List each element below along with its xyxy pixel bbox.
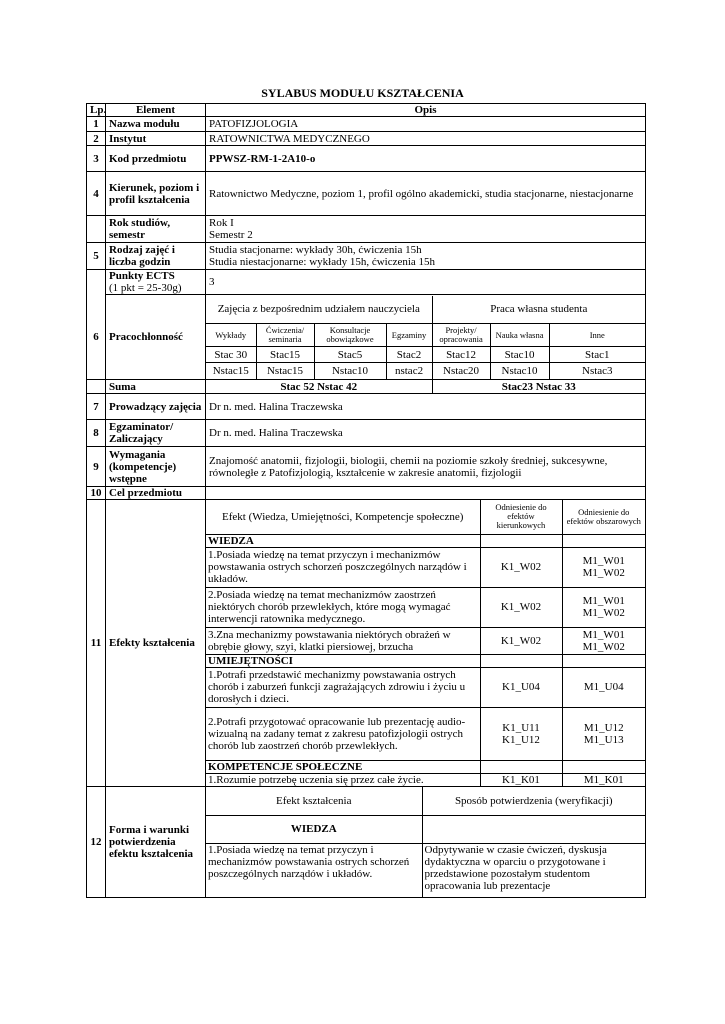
stac-value: Stac15 — [256, 347, 314, 363]
element-label: Kod przedmiotu — [106, 146, 206, 172]
row-punkty-ects — [87, 270, 646, 295]
kierunkowe-ref — [480, 707, 562, 760]
row-rodzaj-zajec — [87, 243, 646, 270]
efekt-text: 1.Rozumie potrzebę uczenia się przez całe życie. — [206, 773, 480, 786]
rok-line: Rok I — [209, 217, 234, 229]
efekt-text: 1.Potrafi przedstawić mechanizmy powstawania ostrych chorób i zaburzeń funkcji zagrażających zdrowiu i życiu u dorosłych i dzieci. — [206, 667, 480, 707]
lp-cell: 1 — [87, 117, 106, 132]
obszarowe-ref: M1_K01 — [562, 773, 645, 786]
row-wymagania — [87, 447, 646, 487]
kierunkowe-ref: K1_K01 — [480, 773, 562, 786]
obszarowe-ref-1: M1_U04 — [583, 681, 624, 693]
obszarowe-ref — [562, 627, 645, 654]
row-kod-przedmiotu — [87, 146, 646, 172]
efekty-table — [206, 500, 645, 786]
nstac-value: Nstac15 — [206, 363, 256, 379]
element-label: Wymagania (kompetencje) wstępne — [106, 447, 206, 487]
obszarowe-ref-1: M1_W01 — [582, 595, 625, 607]
row-instytut — [87, 132, 646, 146]
stacjonarne-line: Studia stacjonarne: wykłady 30h, ćwiczenia 15h — [209, 244, 422, 256]
lp-cell: 6 — [87, 295, 106, 380]
obszarowe-ref-2: M1_W02 — [582, 640, 625, 653]
lp-cell: 10 — [87, 487, 106, 500]
element-label: Egzaminator/ Zaliczający — [106, 420, 206, 447]
suma-direct: Stac 52 Nstac 42 — [206, 380, 432, 393]
element-label: Instytut — [106, 132, 206, 146]
row-suma — [87, 380, 646, 394]
kierunkowe-ref-2: K1_U12 — [502, 733, 540, 746]
stac-value: Stac5 — [314, 347, 386, 363]
group-self: Praca własna studenta — [432, 296, 645, 324]
lp-cell: 9 — [87, 447, 106, 487]
potwierdzenie-cell — [206, 787, 646, 898]
col-egzaminy: Egzaminy — [386, 324, 432, 347]
obszarowe-ref — [562, 707, 645, 760]
element-label — [106, 270, 206, 295]
header-opis: Opis — [206, 104, 646, 117]
lp-cell: 11 — [87, 500, 106, 787]
header-lp: Lp. — [87, 104, 106, 117]
kierunkowe-ref: K1_W02 — [480, 587, 562, 627]
niestacjonarne-line: Studia niestacjonarne: wykłady 15h, ćwiczenia 15h — [209, 256, 436, 268]
col-cwiczenia: Ćwiczenia/ seminaria — [256, 324, 314, 347]
opis-value: Dr n. med. Halina Traczewska — [206, 420, 646, 447]
efekt-text: 2.Posiada wiedzę na temat mechanizmów zaostrzeń niektórych chorób przewlekłych, które mogą wymagać interwencji ratownika medycznego. — [206, 587, 480, 627]
row-nazwa-modulu — [87, 117, 646, 132]
efekt-header: Efekt (Wiedza, Umiejętności, Kompetencje społeczne) — [206, 500, 480, 534]
obszarowe-ref-2: M1_W02 — [582, 567, 625, 579]
opis-value — [206, 243, 646, 270]
lp-cell: 7 — [87, 394, 106, 420]
row-kierunek — [87, 172, 646, 216]
obszarowe-ref-1: M1_W01 — [582, 555, 625, 567]
document-title: SYLABUS MODUŁU KSZTAŁCENIA — [261, 86, 464, 100]
suma-cell — [206, 380, 646, 394]
nstac-value: Nstac10 — [314, 363, 386, 379]
umiejetnosci-heading: UMIEJĘTNOŚCI — [206, 654, 480, 667]
efekty-cell — [206, 500, 646, 787]
row-egzaminator — [87, 420, 646, 447]
col-nauka: Nauka własna — [490, 324, 549, 347]
nstac-value: Nstac10 — [490, 363, 549, 379]
semestr-line: Semestr 2 — [209, 229, 253, 241]
suma-table — [206, 380, 645, 393]
wiedza-heading: WIEDZA — [206, 534, 480, 547]
efekt-text: 2.Potrafi przygotować opracowanie lub prezentację audio-wizualną na zadany temat z zakresu patofizjologii ostrych chorób lub zaostrzeń chorób przewlekłych. — [206, 707, 480, 760]
efekt-text: 3.Zna mechanizmy powstawania niektórych obrażeń w obrębie głowy, szyi, klatki piersiowej, brzucha — [206, 627, 480, 654]
opis-value: PATOFIZJOLOGIA — [206, 117, 646, 132]
lp-cell: 5 — [87, 243, 106, 270]
row-efekty-ksztalcenia — [87, 500, 646, 787]
row-forma-potwierdzenia — [87, 787, 646, 898]
lp-cell — [87, 216, 106, 243]
element-label: Cel przedmiotu — [106, 487, 206, 500]
col-projekty: Projekty/ opracowania — [432, 324, 490, 347]
col-wyklady: Wykłady — [206, 324, 256, 347]
row-pracochlonnosc — [87, 295, 646, 380]
lp-cell: 4 — [87, 172, 106, 216]
element-label: Rok studiów, semestr — [106, 216, 206, 243]
opis-value — [206, 216, 646, 243]
stac-value: Stac12 — [432, 347, 490, 363]
header-element: Element — [106, 104, 206, 117]
opis-value: Dr n. med. Halina Traczewska — [206, 394, 646, 420]
element-label: Pracochłonność — [106, 295, 206, 380]
efekt-ksztalcenia-header: Efekt kształcenia — [206, 787, 422, 815]
nstac-value: nstac2 — [386, 363, 432, 379]
suma-self: Stac23 Nstac 33 — [432, 380, 645, 393]
stac-value: Stac1 — [549, 347, 645, 363]
opis-value: RATOWNICTWA MEDYCZNEGO — [206, 132, 646, 146]
header-row — [87, 104, 646, 117]
obszarowe-ref-1: M1_W01 — [582, 628, 625, 641]
lp-cell — [87, 380, 106, 394]
nstac-value: Nstac3 — [549, 363, 645, 379]
lp-cell — [87, 270, 106, 295]
obszarowe-ref-1: M1_U12 — [583, 721, 624, 734]
opis-value: PPWSZ-RM-1-2A10-o — [206, 146, 646, 172]
kierunkowe-ref: K1_W02 — [480, 627, 562, 654]
obszarowe-header: Odniesienie do efektów obszarowych — [562, 500, 645, 534]
element-label: Prowadzący zajęcia — [106, 394, 206, 420]
stac-value: Stac10 — [490, 347, 549, 363]
row-rok-studiow — [87, 216, 646, 243]
opis-value: Ratownictwo Medyczne, poziom 1, profil ogólno akademicki, studia stacjonarne, niestacjonarne — [206, 172, 646, 216]
lp-cell: 8 — [87, 420, 106, 447]
nstac-value: Nstac15 — [256, 363, 314, 379]
opis-value: Znajomość anatomii, fizjologii, biologii, chemii na poziomie szkoły średniej, sukcesywne, równoległe z Patofizjologią, kształcenie w zakresie anatomii, fizjologii — [206, 447, 646, 487]
row-prowadzacy — [87, 394, 646, 420]
stac-value: Stac2 — [386, 347, 432, 363]
kierunkowe-ref-1: K1_U11 — [502, 721, 540, 734]
element-label: Suma — [106, 380, 206, 394]
efekt-text: 1.Posiada wiedzę na temat przyczyn i mechanizmów powstawania ostrych schorzeń poszczególnych narządów i układów. — [206, 547, 480, 587]
kierunkowe-header: Odniesienie do efektów kierunkowych — [480, 500, 562, 534]
kierunkowe-ref — [480, 667, 562, 707]
efekt-text: 1.Posiada wiedzę na temat przyczyn i mechanizmów powstawania ostrych schorzeń poszczególnych narządów i układów. — [206, 843, 422, 897]
col-konsultacje: Konsultacje obowiązkowe — [314, 324, 386, 347]
syllabus-table — [86, 103, 646, 898]
stac-value: Stac 30 — [206, 347, 256, 363]
lp-cell: 2 — [87, 132, 106, 146]
obszarowe-ref-2: M1_U13 — [583, 733, 624, 746]
element-label: Efekty kształcenia — [106, 500, 206, 787]
element-label: Rodzaj zajęć i liczba godzin — [106, 243, 206, 270]
obszarowe-ref — [562, 547, 645, 587]
opis-value — [206, 487, 646, 500]
obszarowe-ref — [562, 587, 645, 627]
ects-note: (1 pkt = 25-30g) — [109, 282, 182, 294]
potwierdzenie-table — [206, 787, 645, 897]
sposob-text: Odpytywanie w czasie ćwiczeń, dyskusja dydaktyczna w oparciu o przygotowane i przedstawione pozostałym studentom opracowania lub prezentacje — [422, 843, 645, 897]
obszarowe-ref — [562, 667, 645, 707]
kierunkowe-ref-1: K1_U04 — [502, 681, 540, 693]
element-label: Kierunek, poziom i profil kształcenia — [106, 172, 206, 216]
sposob-header: Sposób potwierdzenia (weryfikacji) — [422, 787, 645, 815]
kierunkowe-ref: K1_W02 — [480, 547, 562, 587]
workload-cell — [206, 295, 646, 380]
group-direct: Zajęcia z bezpośrednim udziałem nauczyciela — [206, 296, 432, 324]
obszarowe-ref-2: M1_W02 — [582, 607, 625, 619]
lp-cell: 12 — [87, 787, 106, 898]
row-cel-przedmiotu — [87, 487, 646, 500]
ects-label: Punkty ECTS — [109, 270, 175, 282]
col-inne: Inne — [549, 324, 645, 347]
opis-value: 3 — [206, 270, 646, 295]
element-label: Forma i warunki potwierdzenia efektu kształcenia — [106, 787, 206, 898]
wiedza-heading: WIEDZA — [206, 815, 422, 843]
workload-table — [206, 296, 645, 379]
nstac-value: Nstac20 — [432, 363, 490, 379]
kompetencje-heading: KOMPETENCJE SPOŁECZNE — [206, 760, 480, 773]
lp-cell: 3 — [87, 146, 106, 172]
element-label: Nazwa modułu — [106, 117, 206, 132]
